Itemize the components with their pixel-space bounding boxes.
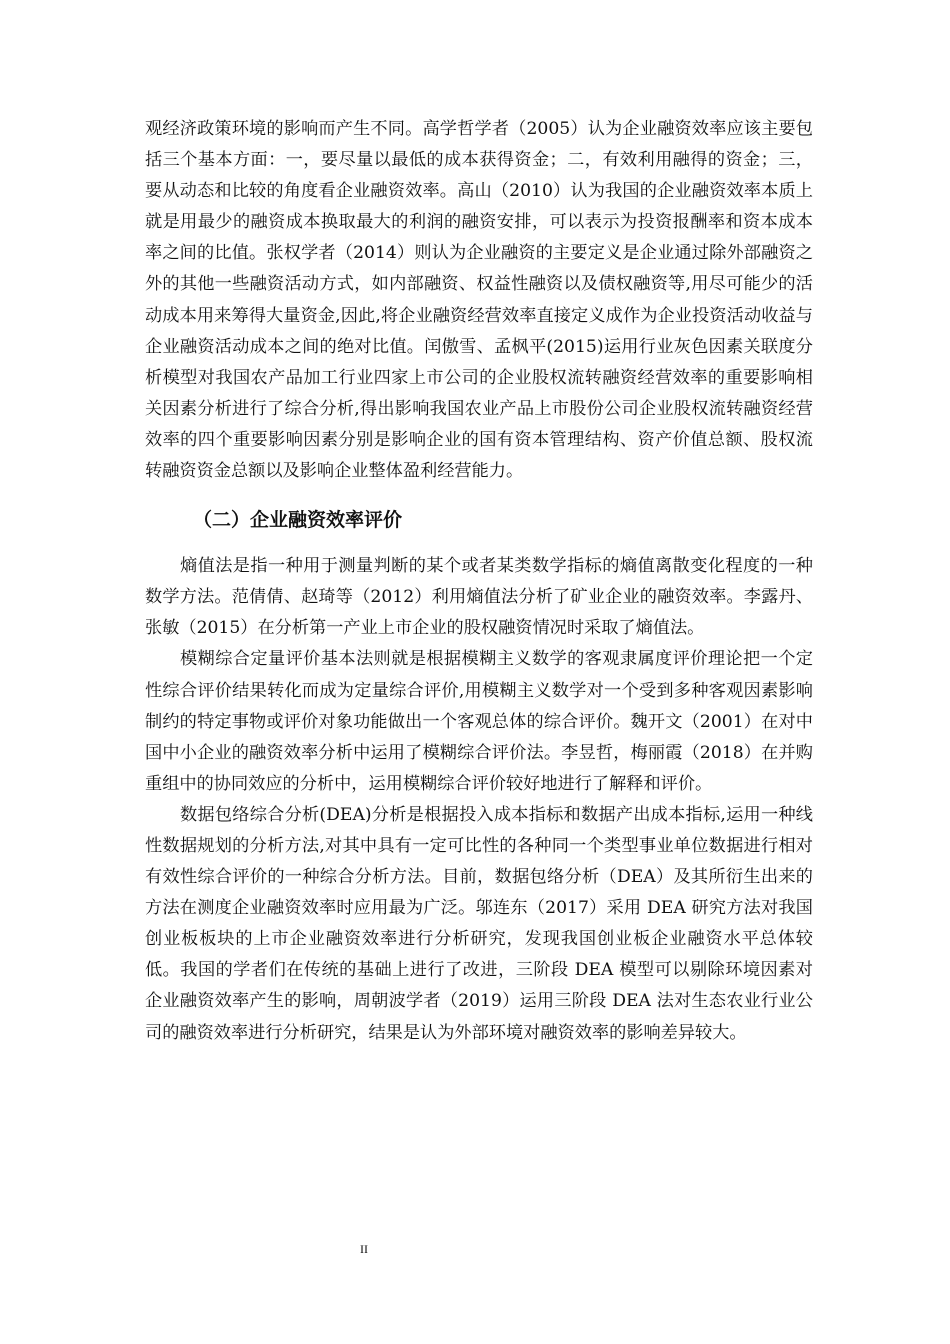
page-number: II bbox=[360, 1242, 368, 1256]
body-paragraph-dea-analysis: 数据包络综合分析(DEA)分析是根据投入成本指标和数据产出成本指标,运用一种线性数据规划的分析方法,对其中具有一定可比性的各种同一个类型事业单位数据进行相对有效性综合评价的一种综合分析方法。目前，数据包络分析（DEA）及其所衍生出来的方法在测度企业融资效率时应用最为广泛。邬连东（2017）采用 DEA 研究方法对我国创业板板块的上市企业融资效率进行分析研究，发现我国创业板企业融资水平总体较低。我国的学者们在传统的基础上进行了改进，三阶段 DEA 模型可以剔除环境因素对企业融资效率产生的影响，周朝波学者（2019）运用三阶段 DEA 法对生态农业行业公司的融资效率进行分析研究，结果是认为外部环境对融资效率的影响差异较大。 bbox=[145, 804, 813, 1043]
section-heading: （二）企业融资效率评价 bbox=[193, 509, 403, 532]
body-paragraph-continuation: 观经济政策环境的影响而产生不同。高学哲学者（2005）认为企业融资效率应该主要包括三个基本方面：一，要尽量以最低的成本获得资金；二，有效利用融得的资金；三，要从动态和比较的角度看企业融资效率。高山（2010）认为我国的企业融资效率本质上就是用最少的融资成本换取最大的利润的融资安排，可以表示为投资报酬率和资本成本率之间的比值。张权学者（2014）则认为企业融资的主要定义是企业通过除外部融资之外的其他一些融资活动方式，如内部融资、权益性融资以及债权融资等,用尽可能少的活动成本用来筹得大量资金,因此,将企业融资经营效率直接定义成作为企业投资活动收益与企业融资活动成本之间的绝对比值。闰傲雪、孟枫平(2015)运用行业灰色因素关联度分析模型对我国农产品加工行业四家上市公司的企业股权流转融资经营效率的重要影响相关因素分析进行了综合分析,得出影响我国农业产品上市股份公司企业股权流转融资经营效率的四个重要影响因素分别是影响企业的国有资本管理结构、资产价值总额、股权流转融资资金总额以及影响企业整体盈利经营能力。 bbox=[145, 119, 813, 482]
body-paragraph-fuzzy-evaluation: 模糊综合定量评价基本法则就是根据模糊主义数学的客观隶属度评价理论把一个定性综合评价结果转化而成为定量综合评价,用模糊主义数学对一个受到多种客观因素影响制约的特定事物或评价对象功能做出一个客观总体的综合评价。魏开文（2001）在对中国中小企业的融资效率分析中运用了模糊综合评价法。李昱哲，梅丽霞（2018）在并购重组中的协同效应的分析中，运用模糊综合评价较好地进行了解释和评价。 bbox=[145, 649, 813, 794]
body-paragraph-entropy-method: 熵值法是指一种用于测量判断的某个或者某类数学指标的熵值离散变化程度的一种数学方法。范倩倩、赵琦等（2012）利用熵值法分析了矿业企业的融资效率。李露丹、张敏（2015）在分析第一产业上市企业的股权融资情况时采取了熵值法。 bbox=[145, 556, 813, 639]
page-body bbox=[145, 114, 813, 1049]
